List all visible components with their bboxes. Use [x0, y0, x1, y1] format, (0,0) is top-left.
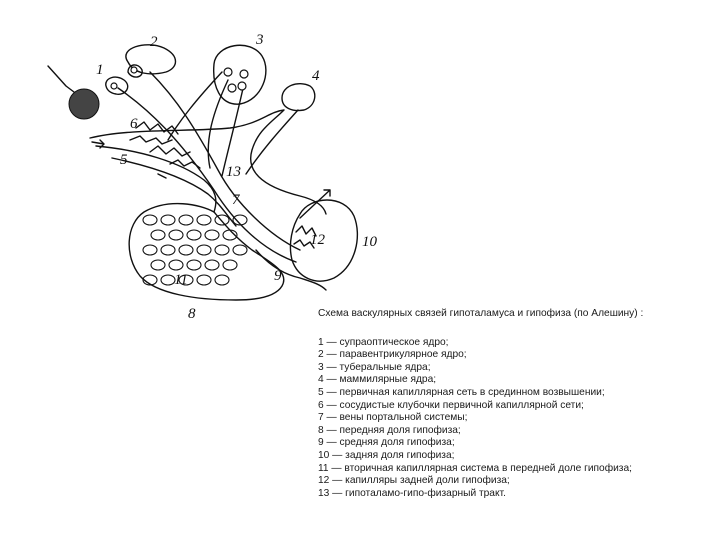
capillary-loop [197, 275, 211, 285]
capillary-loop [223, 260, 237, 270]
capillary-loop [179, 245, 193, 255]
capillary-loop [205, 260, 219, 270]
tract-fiber-6 [246, 110, 298, 174]
artery-line [48, 66, 74, 92]
legend-item: 13 — гипоталамо-гипо-физарный тракт. [318, 487, 506, 499]
capillary-loop [161, 215, 175, 225]
legend-item: 12 — капилляры задней доли гипофиза; [318, 475, 510, 487]
capillary-loop [161, 275, 175, 285]
legend-item: 8 — передняя доля гипофиза; [318, 424, 461, 436]
capillary-loop [215, 245, 229, 255]
label-9: 9 [274, 268, 282, 284]
legend-item: 2 — паравентрикулярное ядро; [318, 349, 467, 361]
capillary-loop [143, 215, 157, 225]
cell-e [111, 83, 117, 89]
legend-item: 5 — первичная капиллярная сеть в срединном возвышении; [318, 386, 605, 398]
label-3: 3 [256, 32, 264, 48]
capillary-loop [197, 215, 211, 225]
capillary-loop [161, 245, 175, 255]
label-13: 13 [226, 164, 241, 180]
figure-caption [318, 308, 713, 500]
cell-a [224, 68, 232, 76]
artery-blob [69, 89, 99, 119]
label-11: 11 [174, 272, 188, 288]
capillary-loop [169, 260, 183, 270]
label-8: 8 [188, 306, 196, 322]
tract-fiber-4 [222, 84, 244, 176]
secondary-capillary-mesh [143, 215, 247, 285]
legend-item: 11 — вторичная капиллярная система в передней доле гипофиза; [318, 462, 632, 474]
caption-title: Схема васкулярных связей гипоталамуса и гипофиза (по Алешину) : [318, 308, 644, 319]
mammillary-body-outline [282, 84, 315, 111]
pituitary-stalk-left [96, 146, 216, 212]
legend-item: 9 — средняя доля гипофиза; [318, 437, 455, 449]
cell-d [238, 82, 246, 90]
hypothalamus-pituitary-diagram [40, 20, 400, 330]
capillary-loop [215, 275, 229, 285]
capillary-loop [215, 215, 229, 225]
legend-item: 4 — маммилярные ядра; [318, 374, 437, 386]
capillary-loop [179, 215, 193, 225]
capillary-loop [169, 230, 183, 240]
capillary-loop [187, 260, 201, 270]
cell-f [131, 67, 137, 73]
capillary-loop [187, 230, 201, 240]
anterior-lobe-outline [129, 204, 284, 300]
label-6: 6 [130, 116, 138, 132]
legend-list [318, 337, 713, 501]
capillary-loop [233, 245, 247, 255]
label-10: 10 [362, 234, 377, 250]
label-12: 12 [310, 232, 325, 248]
legend-item: 3 — туберальные ядра; [318, 361, 431, 373]
label-7: 7 [232, 192, 240, 208]
legend-item: 7 — вены портальной системы; [318, 412, 468, 424]
capillary-loop [197, 245, 211, 255]
label-1: 1 [96, 62, 104, 78]
capillary-loop [205, 230, 219, 240]
legend-item: 1 — супраоптическое ядро; [318, 336, 449, 348]
label-4: 4 [312, 68, 320, 84]
capillary-loop [151, 230, 165, 240]
label-2: 2 [150, 34, 158, 50]
cell-b [240, 70, 248, 78]
legend-item: 6 — сосудистые клубочки первичной капиллярной сети; [318, 399, 584, 411]
arrow-stalk [158, 174, 166, 178]
label-5: 5 [120, 152, 128, 168]
capillary-loop [143, 245, 157, 255]
capillary-loop [151, 260, 165, 270]
legend-item: 10 — задняя доля гипофиза; [318, 449, 455, 461]
cell-c [228, 84, 236, 92]
